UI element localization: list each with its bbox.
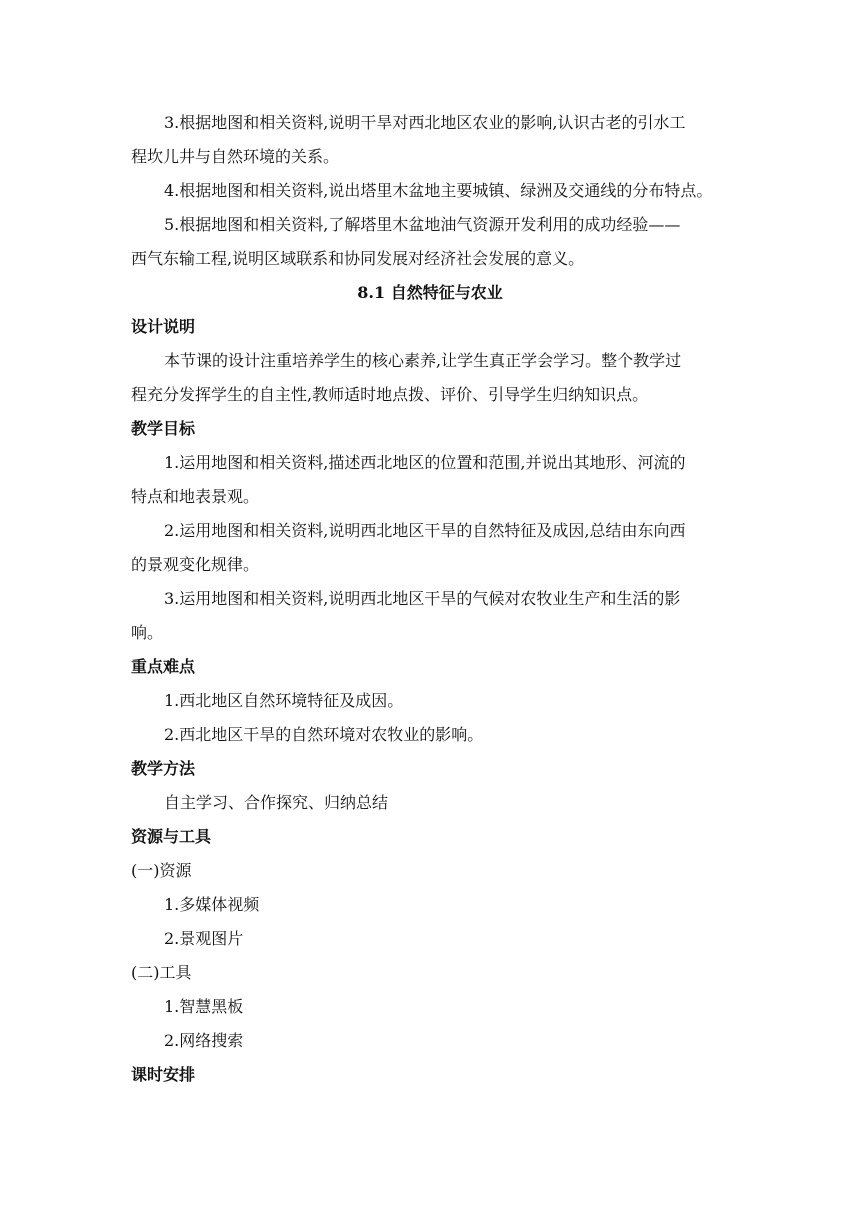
goal-2-line-1: 2.运用地图和相关资料,说明西北地区干旱的自然特征及成因,总结由东向西: [164, 521, 686, 540]
goal-3-line-1: 3.运用地图和相关资料,说明西北地区干旱的气候对农牧业生产和生活的影: [164, 589, 681, 608]
objective-3-line-1: 3.根据地图和相关资料,说明干旱对西北地区农业的影响,认识古老的引水工: [164, 113, 686, 132]
design-heading: 设计说明: [131, 317, 196, 336]
resources-heading: 资源与工具: [131, 827, 212, 846]
methods-heading: 教学方法: [131, 759, 196, 778]
key-point-2: 2.西北地区干旱的自然环境对农牧业的影响。: [164, 725, 484, 744]
key-point-1: 1.西北地区自然环境特征及成因。: [164, 691, 404, 710]
goal-2-line-2: 的景观变化规律。: [131, 555, 260, 574]
tool-item-2: 2.网络搜索: [164, 1031, 244, 1050]
goals-heading: 教学目标: [131, 419, 196, 438]
goal-1-line-2: 特点和地表景观。: [131, 487, 260, 506]
design-line-2: 程充分发挥学生的自主性,教师适时地点拨、评价、引导学生归纳知识点。: [131, 385, 649, 404]
objective-5-line-1: 5.根据地图和相关资料,了解塔里木盆地油气资源开发利用的成功经验——: [164, 215, 681, 234]
tool-item-1: 1.智慧黑板: [164, 997, 244, 1016]
tools-subheading: (二)工具: [131, 963, 192, 982]
goal-1-line-1: 1.运用地图和相关资料,描述西北地区的位置和范围,并说出其地形、河流的: [164, 453, 686, 472]
goal-3-line-2: 响。: [131, 623, 164, 642]
section-title: 8.1 自然特征与农业: [357, 283, 503, 302]
design-line-1: 本节课的设计注重培养学生的核心素养,让学生真正学会学习。整个教学过: [164, 351, 682, 370]
methods-text: 自主学习、合作探究、归纳总结: [164, 793, 389, 812]
schedule-heading: 课时安排: [131, 1065, 196, 1084]
objective-5-line-2: 西气东输工程,说明区域联系和协同发展对经济社会发展的意义。: [131, 249, 585, 268]
objective-4: 4.根据地图和相关资料,说出塔里木盆地主要城镇、绿洲及交通线的分布特点。: [164, 181, 713, 200]
key-points-heading: 重点难点: [131, 657, 196, 676]
objective-3-line-2: 程坎儿井与自然环境的关系。: [131, 147, 340, 166]
resource-item-1: 1.多媒体视频: [164, 895, 260, 914]
resource-item-2: 2.景观图片: [164, 929, 244, 948]
resources-subheading: (一)资源: [131, 861, 192, 880]
